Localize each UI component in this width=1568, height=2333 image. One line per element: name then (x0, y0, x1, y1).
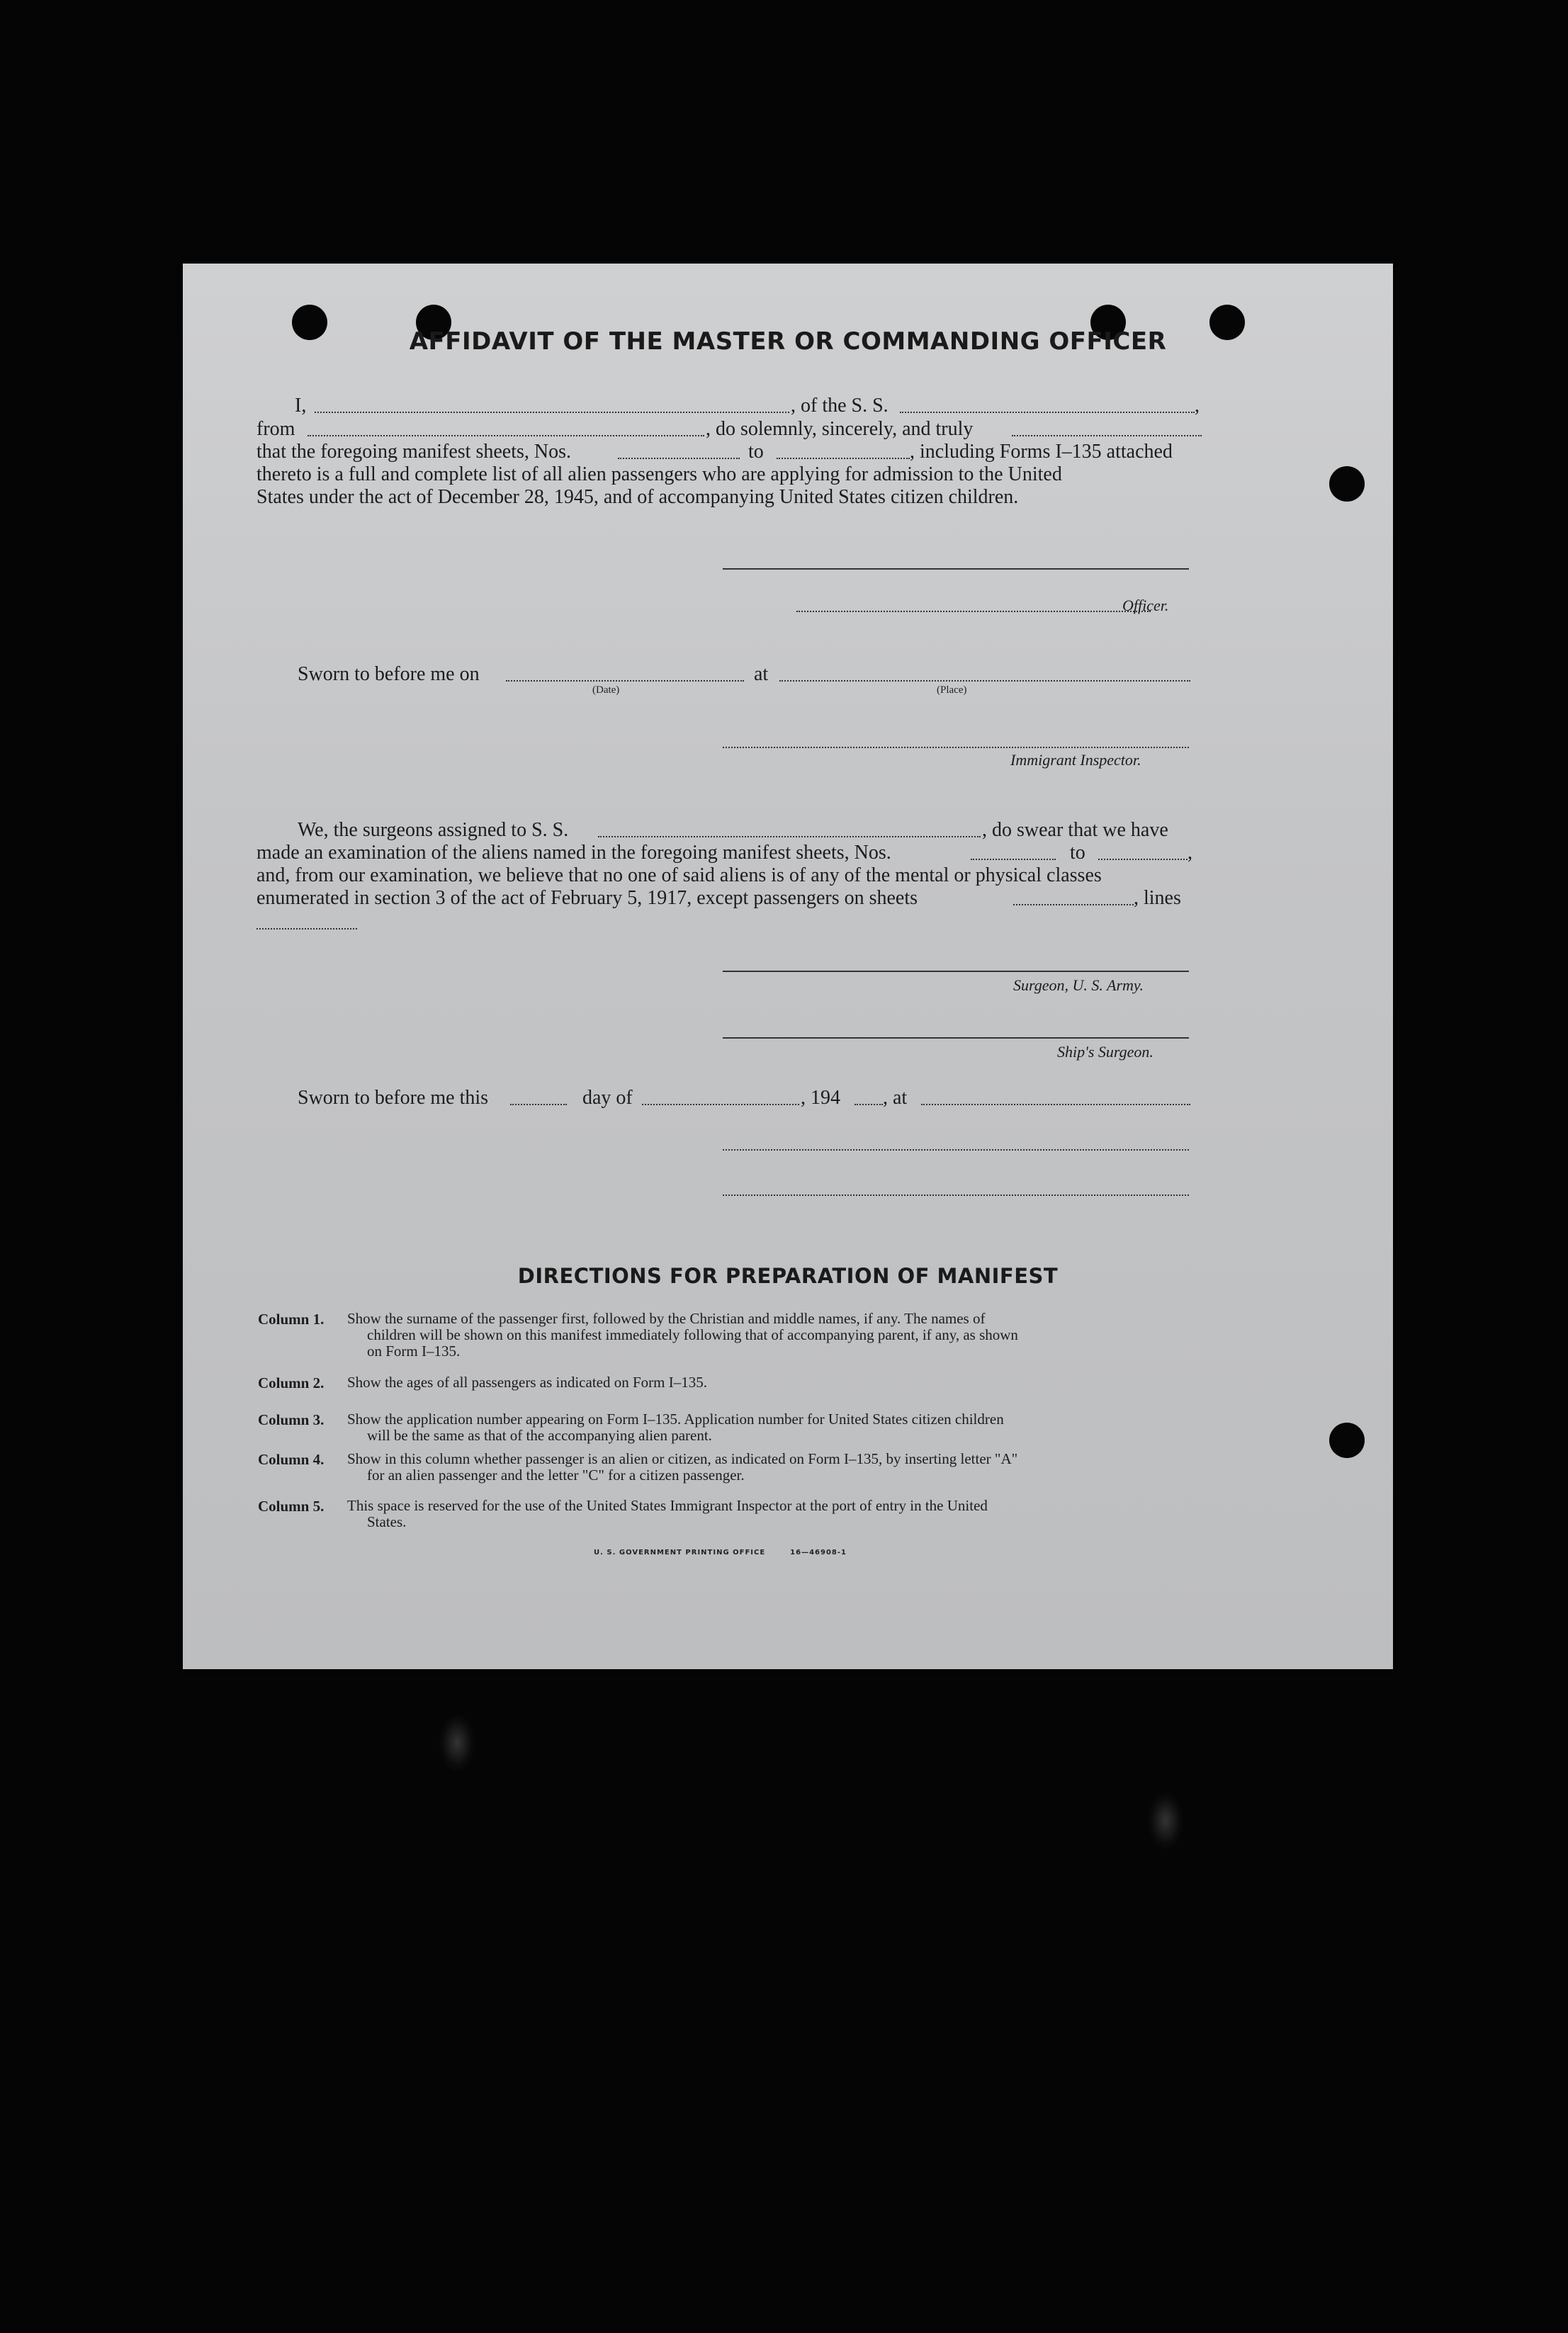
direction-column-text (347, 1374, 707, 1391)
film-reflection (1148, 1792, 1183, 1849)
direction-line: Show the surname of the passenger first, followed by the Christian and middle names, if any. The names of (347, 1310, 986, 1327)
sworn-day-field[interactable] (510, 1104, 567, 1105)
affidavit-blank[interactable] (1012, 435, 1202, 436)
direction-column-label: Column 1. (258, 1311, 325, 1328)
sworn-place-field[interactable] (779, 680, 1190, 682)
ship-surgeon-signature-line[interactable] (723, 1037, 1189, 1039)
date-caption: (Date) (592, 684, 620, 696)
surgeons-text: , (1188, 842, 1192, 864)
affidavit-text: to (748, 441, 764, 463)
affidavit-text: , (1195, 395, 1200, 417)
direction-line: on Form I–135. (367, 1343, 461, 1360)
sheet-from-field[interactable] (618, 458, 740, 459)
affidavit-text: States under the act of December 28, 1945, and of accompanying United States citizen children. (256, 486, 1019, 508)
surgeons-text: , do swear that we have (982, 819, 1168, 841)
direction-line: Show the application number appearing on Form I–135. Application number for United States citizen children (347, 1411, 1004, 1428)
direction-line: Show in this column whether passenger is an alien or citizen, as indicated on Form I–135, by inserting letter "A" (347, 1450, 1018, 1467)
surgeons-text: enumerated in section 3 of the act of February 5, 1917, except passengers on sheets (256, 887, 918, 909)
sworn-place-field-2[interactable] (921, 1104, 1190, 1105)
sworn-text: at (754, 663, 769, 685)
except-sheets-field[interactable] (1013, 904, 1134, 905)
surgeons-sheet-to[interactable] (1098, 859, 1188, 860)
punch-hole (1329, 466, 1365, 502)
direction-column-label: Column 4. (258, 1451, 325, 1468)
army-surgeon-label: Surgeon, U. S. Army. (1013, 976, 1144, 994)
film-reflection (439, 1715, 475, 1771)
sworn-text: day of (582, 1087, 633, 1109)
master-name-field[interactable] (315, 412, 789, 413)
direction-column-label: Column 2. (258, 1374, 325, 1391)
officer-signature-line[interactable] (723, 568, 1189, 570)
affidavit-text: from (256, 418, 295, 440)
sheet-to-field[interactable] (777, 458, 910, 459)
officer-label: Officer. (1122, 597, 1169, 614)
surgeons-ship-field[interactable] (598, 836, 981, 837)
direction-line: This space is reserved for the use of the United States Immigrant Inspector at the port of entry in the United (347, 1497, 988, 1514)
printer-imprint (594, 1549, 847, 1557)
directions-title: DIRECTIONS FOR PREPARATION OF MANIFEST (517, 1264, 1059, 1288)
except-lines-field[interactable] (256, 928, 357, 930)
sworn-text: , 194 (801, 1087, 840, 1109)
direction-line: children will be shown on this manifest immediately following that of accompanying parent, if any, as shown (367, 1326, 1018, 1343)
signature-line[interactable] (723, 1194, 1189, 1196)
direction-line: will be the same as that of the accompanying alien parent. (367, 1427, 712, 1444)
surgeons-sheet-from[interactable] (971, 859, 1056, 860)
direction-column-text (347, 1411, 1004, 1444)
surgeons-text: to (1070, 842, 1085, 864)
direction-column-text (347, 1498, 988, 1530)
sworn-month-field[interactable] (642, 1104, 799, 1105)
affidavit-title: AFFIDAVIT OF THE MASTER OR COMMANDING OFFICER (409, 327, 1167, 356)
direction-column-text (347, 1311, 1018, 1360)
inspector-label: Immigrant Inspector. (1010, 751, 1141, 769)
officer-title-field[interactable] (796, 611, 1151, 612)
inspector-signature-line[interactable] (723, 747, 1189, 748)
affidavit-text: , of the S. S. (791, 395, 889, 417)
place-caption: (Place) (937, 684, 967, 696)
surgeons-text: made an examination of the aliens named in the foregoing manifest sheets, Nos. (256, 842, 891, 864)
sworn-text: Sworn to before me this (298, 1087, 489, 1109)
affidavit-text: , including Forms I–135 attached (910, 441, 1173, 463)
ship-surgeon-label: Ship's Surgeon. (1057, 1043, 1154, 1061)
direction-line: Show the ages of all passengers as indicated on Form I–135. (347, 1374, 707, 1391)
form-sheet (183, 264, 1393, 1669)
affidavit-text: I, (295, 395, 307, 417)
affidavit-text: thereto is a full and complete list of all alien passengers who are applying for admission to the United (256, 463, 1062, 485)
printer-name: U. S. GOVERNMENT PRINTING OFFICE (594, 1549, 766, 1557)
direction-column-label: Column 3. (258, 1411, 325, 1428)
ship-name-field[interactable] (900, 412, 1195, 413)
sworn-date-field[interactable] (506, 680, 744, 682)
sworn-text: , at (883, 1087, 908, 1109)
direction-column-label: Column 5. (258, 1498, 325, 1515)
port-from-field[interactable] (308, 435, 704, 436)
direction-line: for an alien passenger and the letter "C" for a citizen passenger. (367, 1467, 745, 1484)
direction-line: States. (367, 1513, 407, 1530)
surgeons-text: We, the surgeons assigned to S. S. (298, 819, 569, 841)
affidavit-text: that the foregoing manifest sheets, Nos. (256, 441, 572, 463)
surgeons-text: and, from our examination, we believe that no one of said aliens is of any of the mental or physical classes (256, 864, 1102, 886)
punch-hole (1329, 1423, 1365, 1458)
surgeons-text: , lines (1134, 887, 1181, 909)
direction-column-text (347, 1451, 1017, 1484)
sworn-year-field[interactable] (854, 1104, 883, 1105)
form-number: 16—46908-1 (790, 1549, 847, 1557)
army-surgeon-signature-line[interactable] (723, 971, 1189, 972)
affidavit-text: , do solemnly, sincerely, and truly (706, 418, 974, 440)
signature-line[interactable] (723, 1149, 1189, 1151)
sworn-text: Sworn to before me on (298, 663, 480, 685)
